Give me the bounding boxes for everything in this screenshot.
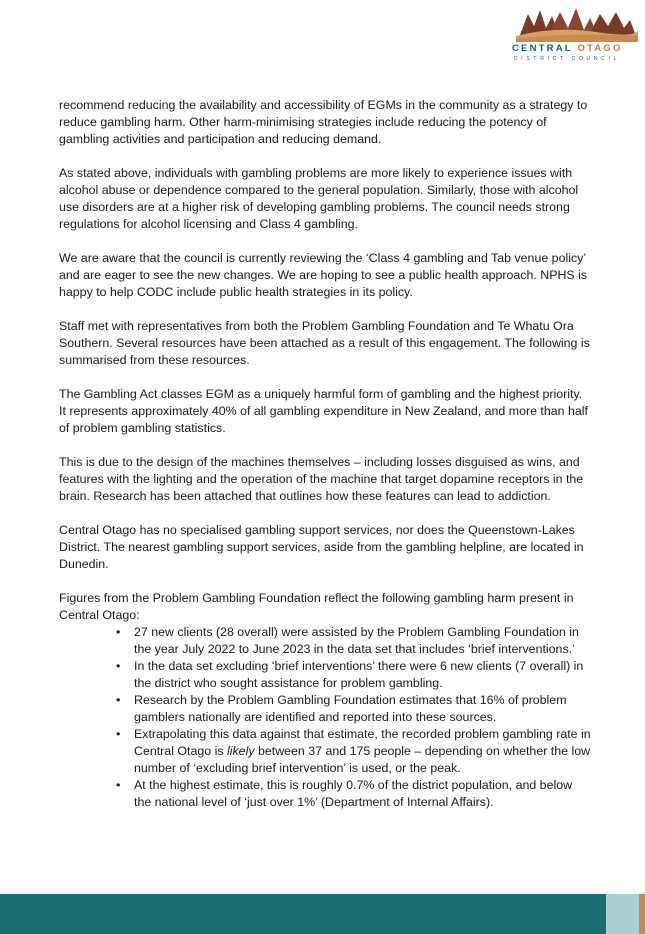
bullet-icon: • bbox=[116, 625, 121, 639]
paragraph: Central Otago has no specialised gambling support services, nor does the Queenstown-Lakes District. The nearest gambling support services, aside from the gambling helpline, are located in Dunedin. bbox=[59, 523, 584, 571]
footer-band bbox=[0, 894, 606, 934]
paragraph: The Gambling Act classes EGM as a uniquely harmful form of gambling and the highest priority. It represents approximately 40% of all gambling expenditure in New Zealand, and more than half of problem gambling statistics. bbox=[59, 387, 588, 435]
footer-accent-light bbox=[606, 894, 639, 934]
bullet-icon: • bbox=[116, 659, 121, 673]
logo-word-central: CENTRAL bbox=[512, 43, 573, 54]
logo-word-otago: OTAGO bbox=[577, 43, 623, 54]
list-item bbox=[116, 658, 591, 692]
list-item-text: Research by the Problem Gambling Foundation estimates that 16% of problem gamblers nationally are identified and reported into these sources. bbox=[134, 693, 567, 724]
council-logo bbox=[512, 6, 642, 66]
document-body bbox=[59, 97, 591, 811]
paragraph: recommend reducing the availability and accessibility of EGMs in the community as a strategy to reduce gambling harm. Other harm-minimising strategies include reducing the potency of gambling activities and participation and reducing demand. bbox=[59, 98, 588, 146]
footer-accent-edge bbox=[639, 894, 645, 934]
list-item bbox=[116, 624, 591, 658]
list-item-text-end: between 37 and 175 people – depending on whether the low number of ‘excluding brief intervention’ is used, or the peak. bbox=[134, 744, 591, 775]
list-item-text: 27 new clients (28 overall) were assisted by the Problem Gambling Foundation in the year July 2022 to June 2023 in the data set that includes ‘brief interventions.’ bbox=[134, 625, 579, 656]
list-item-text-start: Extrapolating this data against that estimate, the recorded problem gambling rate in Central Otago is bbox=[134, 727, 591, 758]
list-intro: Figures from the Problem Gambling Foundation reflect the following gambling harm present in Central Otago: bbox=[59, 591, 574, 622]
list-item bbox=[116, 726, 591, 777]
logo-subtitle: DISTRICT COUNCIL bbox=[514, 56, 621, 62]
bullet-icon: • bbox=[116, 693, 121, 707]
list-item bbox=[116, 692, 591, 726]
bullet-list bbox=[59, 624, 591, 811]
bullet-icon: • bbox=[116, 778, 121, 792]
list-item bbox=[116, 777, 591, 811]
list-item-text: At the highest estimate, this is roughly 0.7% of the district population, and below the national level of ‘just over 1%’ (Department of Internal Affairs). bbox=[134, 778, 573, 809]
paragraph: As stated above, individuals with gambling problems are more likely to experience issues with alcohol abuse or dependence compared to the general population. Similarly, those with alcohol use disorders are at a higher risk of developing gambling problems. The council needs strong regulations for alcohol licensing and Class 4 gambling. bbox=[59, 166, 579, 231]
bullet-icon: • bbox=[116, 727, 121, 741]
paragraph: This is due to the design of the machines themselves – including losses disguised as wins, and features with the lighting and the operation of the machine that target dopamine receptors in the brain. Research has been attached that outlines how these features can lead to addiction. bbox=[59, 455, 584, 503]
paragraph: Staff met with representatives from both the Problem Gambling Foundation and Te Whatu Ora Southern. Several resources have been attached as a result of this engagement. The following is summarised from these resources. bbox=[59, 319, 590, 367]
paragraph: We are aware that the council is currently reviewing the ‘Class 4 gambling and Tab venue policy’ and are eager to see the new changes. We are hoping to see a public health approach. NPHS is happy to help CODC include public health strategies in its policy. bbox=[59, 251, 588, 299]
mountains-logo-icon bbox=[516, 6, 638, 42]
emphasis-likely: likely bbox=[226, 744, 255, 758]
list-item-text: In the data set excluding ‘brief interventions’ there were 6 new clients (7 overall) in the district who sought assistance for problem gambling. bbox=[134, 659, 584, 690]
